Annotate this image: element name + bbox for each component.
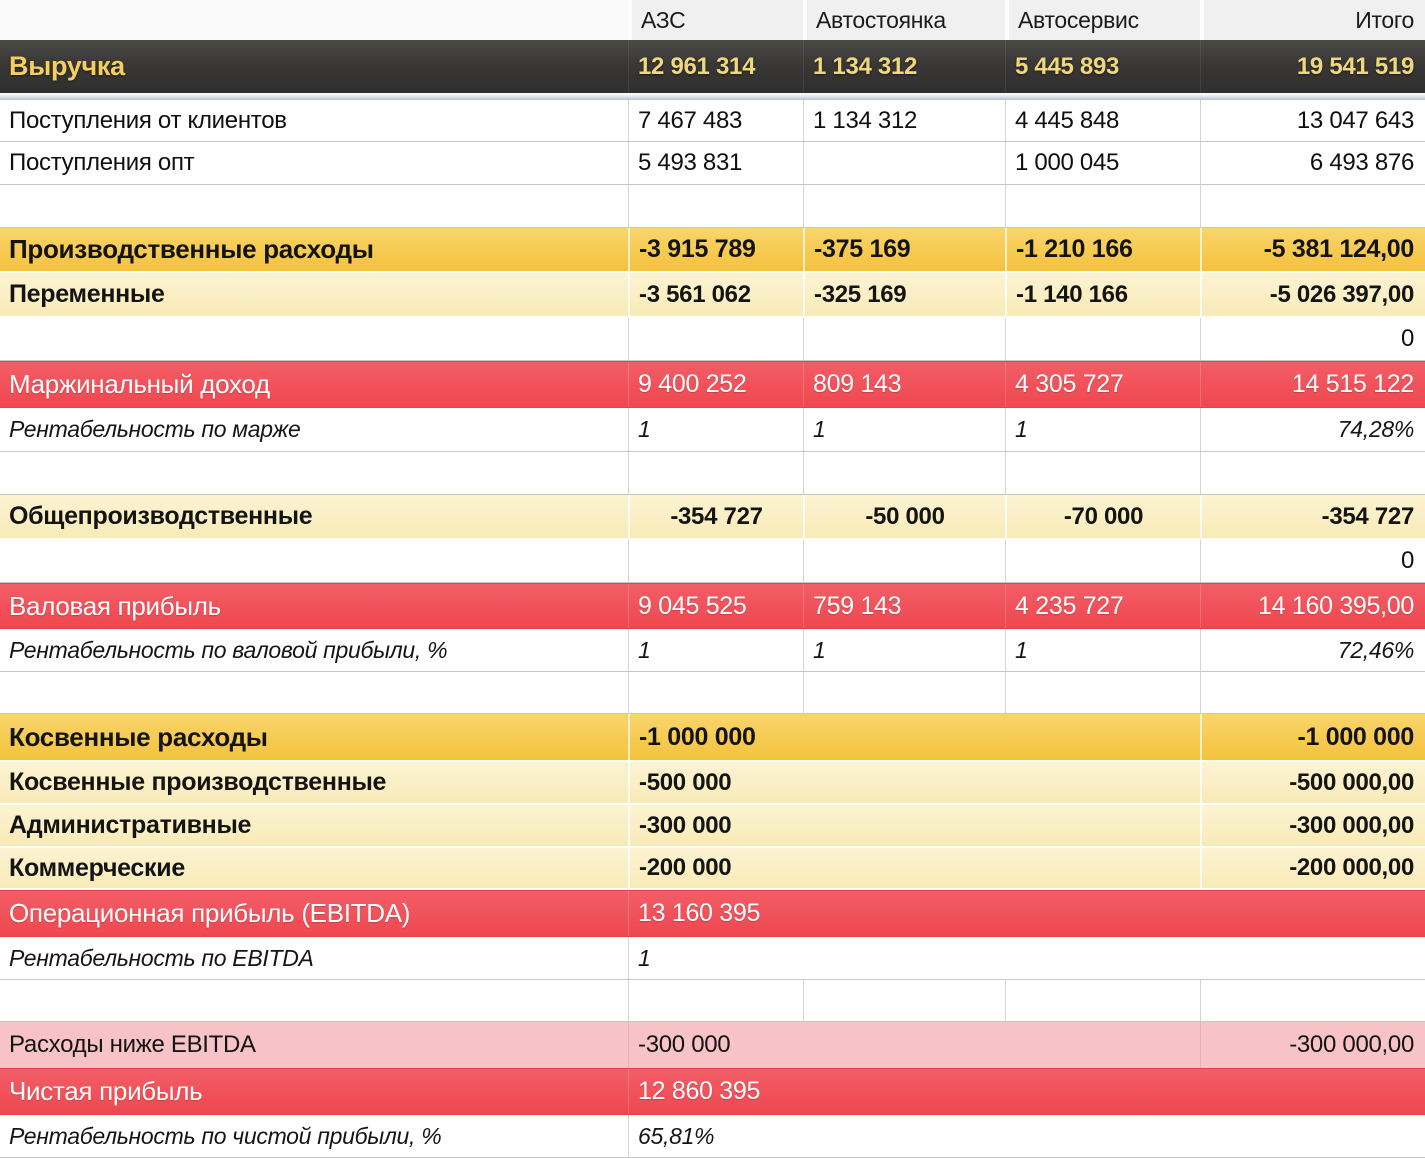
row-net-profit-profitability <box>0 1115 1425 1158</box>
row-label[interactable]: Рентабельность по EBITDA <box>9 944 314 971</box>
row-spacer <box>0 185 1425 228</box>
cell-parking[interactable] <box>803 540 1005 582</box>
row-label[interactable]: Поступления от клиентов <box>9 106 287 134</box>
cell-service[interactable] <box>1005 672 1200 713</box>
cell-merged-value[interactable]: 65,81% <box>628 1115 1425 1157</box>
cell-parking[interactable] <box>803 672 1005 713</box>
row-margin-profitability <box>0 408 1425 452</box>
cell-azs[interactable]: 12 961 314 <box>628 40 803 93</box>
row-label[interactable]: Косвенные производственные <box>9 768 387 796</box>
row-label[interactable]: Административные <box>9 811 252 839</box>
cell-service[interactable]: 1 <box>1005 629 1200 671</box>
cell-service[interactable]: -1 210 166 <box>1005 228 1200 271</box>
cell-parking[interactable]: 1 134 312 <box>803 100 1005 141</box>
cell-total[interactable]: 13 047 643 <box>1200 100 1425 141</box>
row-label[interactable]: Переменные <box>9 280 165 308</box>
row-label[interactable]: Косвенные расходы <box>9 721 268 752</box>
cell-service[interactable]: 1 000 045 <box>1005 142 1200 184</box>
cell-parking[interactable] <box>803 452 1005 494</box>
cell-service[interactable]: 5 445 893 <box>1005 40 1200 93</box>
cell-azs[interactable] <box>628 185 803 227</box>
cell-merged-value[interactable]: 12 860 395 <box>628 1069 1425 1114</box>
cell-service[interactable] <box>1005 185 1200 227</box>
cell-service[interactable]: -70 000 <box>1005 495 1200 538</box>
cell-azs[interactable]: 1 <box>628 629 803 671</box>
cell-parking[interactable] <box>803 980 1005 1021</box>
cell-total[interactable]: 14 515 122 <box>1200 362 1425 407</box>
cell-merged-value[interactable]: 13 160 395 <box>628 891 1425 936</box>
row-production-expenses <box>0 228 1425 273</box>
cell-service[interactable] <box>1005 452 1200 494</box>
cell-total[interactable]: -300 000,00 <box>1200 805 1425 846</box>
column-header-row <box>0 0 1425 40</box>
cell-parking[interactable]: -375 169 <box>803 228 1005 271</box>
row-label[interactable]: Валовая прибыль <box>9 590 221 621</box>
corner-header-cell[interactable] <box>0 0 628 40</box>
row-receipts-from-clients <box>0 100 1425 142</box>
cell-azs-merged[interactable]: -300 000 <box>628 805 1200 846</box>
row-spacer-zero <box>0 540 1425 583</box>
row-variable-expenses <box>0 273 1425 318</box>
cell-parking[interactable]: -325 169 <box>803 273 1005 316</box>
cell-total[interactable]: 14 160 395,00 <box>1200 584 1425 628</box>
row-label[interactable]: Маржинальный доход <box>9 369 270 399</box>
cell-total[interactable] <box>1200 672 1425 713</box>
cell-azs[interactable] <box>628 452 803 494</box>
row-label[interactable]: Чистая прибыль <box>9 1076 203 1106</box>
row-label[interactable]: Расходы ниже EBITDA <box>9 1031 256 1058</box>
row-label[interactable]: Выручка <box>9 51 125 81</box>
cell-azs-merged[interactable]: -500 000 <box>628 762 1200 803</box>
cell-azs-merged[interactable]: -300 000 <box>628 1022 1200 1068</box>
cell-total[interactable] <box>1200 185 1425 227</box>
row-label[interactable]: Рентабельность по чистой прибыли, % <box>9 1122 442 1149</box>
cell-azs[interactable]: -3 561 062 <box>628 273 803 316</box>
column-header-parking[interactable]: Автостоянка <box>803 0 1005 40</box>
row-label[interactable]: Общепроизводственные <box>9 502 313 530</box>
cell-total[interactable]: 6 493 876 <box>1200 142 1425 184</box>
row-ebitda-profitability <box>0 937 1425 980</box>
row-administrative-expenses <box>0 805 1425 848</box>
row-spacer <box>0 672 1425 714</box>
row-label[interactable]: Рентабельность по валовой прибыли, % <box>9 636 448 663</box>
cell-azs[interactable] <box>628 540 803 582</box>
cell-total[interactable]: 0 <box>1200 540 1425 582</box>
cell-total[interactable]: 74,28% <box>1200 408 1425 451</box>
cell-parking[interactable]: -50 000 <box>803 495 1005 538</box>
cell-parking[interactable]: 809 143 <box>803 362 1005 407</box>
row-receipts-wholesale <box>0 142 1425 185</box>
row-indirect-production-expenses <box>0 762 1425 805</box>
row-label[interactable]: Операционная прибыль (EBITDA) <box>9 898 411 928</box>
row-label[interactable]: Коммерческие <box>9 853 185 882</box>
row-revenue <box>0 40 1425 93</box>
cell-azs[interactable]: 1 <box>628 408 803 451</box>
row-spacer <box>0 452 1425 495</box>
row-label[interactable]: Рентабельность по марже <box>9 416 301 442</box>
cell-total[interactable]: -300 000,00 <box>1200 1022 1425 1068</box>
cell-merged-value[interactable]: 1 <box>628 937 1425 979</box>
cell-azs-merged[interactable]: -200 000 <box>628 848 1200 888</box>
cell-service[interactable] <box>1005 318 1200 360</box>
row-label[interactable] <box>0 980 628 1021</box>
cell-total[interactable]: 19 541 519 <box>1200 40 1425 93</box>
row-general-production-expenses <box>0 495 1425 540</box>
row-label[interactable] <box>0 185 628 227</box>
row-expenses-below-ebitda <box>0 1022 1425 1068</box>
row-indirect-expenses <box>0 714 1425 762</box>
cell-parking[interactable] <box>803 318 1005 360</box>
cell-total[interactable]: -500 000,00 <box>1200 762 1425 803</box>
cell-azs[interactable]: -354 727 <box>628 495 803 538</box>
cell-total[interactable] <box>1200 452 1425 494</box>
row-gross-profit-profitability <box>0 629 1425 672</box>
cell-total[interactable]: -5 026 397,00 <box>1200 273 1425 316</box>
cell-azs-merged[interactable]: -1 000 000 <box>628 714 1200 760</box>
cell-parking[interactable] <box>803 185 1005 227</box>
cell-total[interactable] <box>1200 980 1425 1021</box>
row-marginal-income <box>0 361 1425 408</box>
cell-service[interactable]: -1 140 166 <box>1005 273 1200 316</box>
column-header-azs[interactable]: АЗС <box>628 0 803 40</box>
row-gross-profit <box>0 583 1425 629</box>
cell-total[interactable]: 72,46% <box>1200 629 1425 671</box>
row-net-profit <box>0 1068 1425 1115</box>
cell-total[interactable]: -354 727 <box>1200 495 1425 538</box>
cell-total[interactable]: 0 <box>1200 318 1425 360</box>
cell-azs[interactable]: 9 045 525 <box>628 584 803 628</box>
cell-service[interactable]: 4 305 727 <box>1005 362 1200 407</box>
cell-service[interactable] <box>1005 980 1200 1021</box>
cell-azs[interactable]: -3 915 789 <box>628 228 803 271</box>
row-operating-profit-ebitda <box>0 890 1425 937</box>
row-label[interactable] <box>0 540 628 582</box>
cell-azs[interactable]: 5 493 831 <box>628 142 803 184</box>
frozen-pane-divider <box>0 93 1425 100</box>
row-label[interactable]: Поступления опт <box>9 149 195 176</box>
column-header-total[interactable]: Итого <box>1200 0 1425 40</box>
row-label[interactable] <box>0 318 628 360</box>
cell-parking[interactable] <box>803 142 1005 184</box>
cell-azs[interactable] <box>628 980 803 1021</box>
row-label[interactable] <box>0 452 628 494</box>
row-spacer <box>0 980 1425 1022</box>
cell-service[interactable]: 1 <box>1005 408 1200 451</box>
cell-parking[interactable]: 759 143 <box>803 584 1005 628</box>
row-spacer-zero <box>0 318 1425 361</box>
cell-parking[interactable]: 1 <box>803 408 1005 451</box>
cell-service[interactable]: 4 235 727 <box>1005 584 1200 628</box>
cell-azs[interactable]: 9 400 252 <box>628 362 803 407</box>
cell-azs[interactable] <box>628 672 803 713</box>
column-header-service[interactable]: Автосервис <box>1005 0 1200 40</box>
cell-total[interactable]: -5 381 124,00 <box>1200 228 1425 271</box>
row-label[interactable] <box>0 672 628 713</box>
cell-azs[interactable]: 7 467 483 <box>628 100 803 141</box>
cell-parking[interactable]: 1 134 312 <box>803 40 1005 93</box>
row-commercial-expenses <box>0 848 1425 890</box>
cell-service[interactable] <box>1005 540 1200 582</box>
cell-total[interactable]: -1 000 000 <box>1200 714 1425 760</box>
cell-azs[interactable] <box>628 318 803 360</box>
cell-service[interactable]: 4 445 848 <box>1005 100 1200 141</box>
row-label[interactable]: Производственные расходы <box>9 234 374 264</box>
cell-total[interactable]: -200 000,00 <box>1200 848 1425 888</box>
cell-parking[interactable]: 1 <box>803 629 1005 671</box>
